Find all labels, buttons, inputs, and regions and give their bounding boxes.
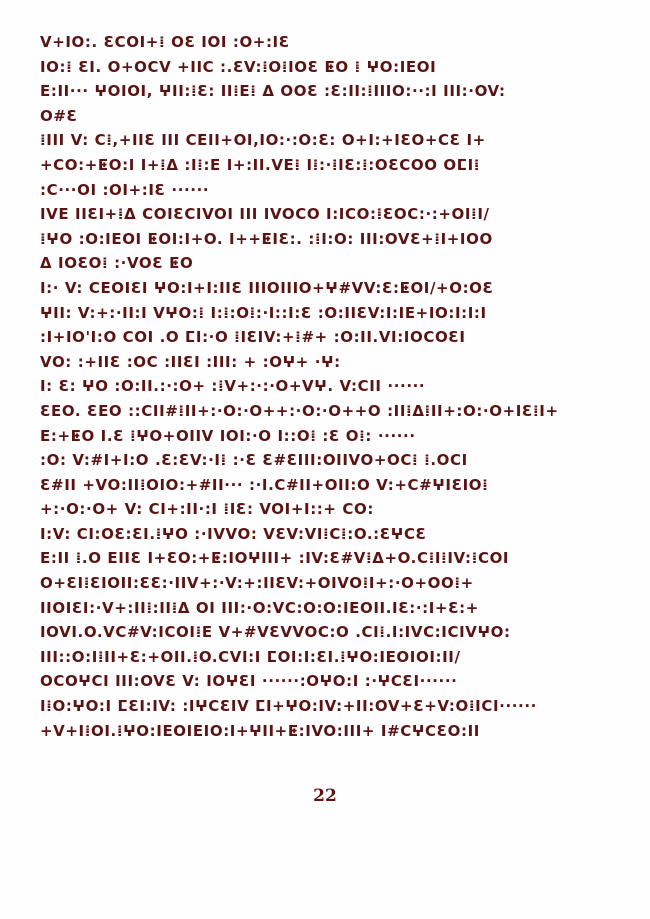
text-line: E:II··· ⵖOIOI, ⵖII:⁞Ɛ: II⁞E⁞ ⵠ OOƐ :Ɛ:II:⁞IIIO:··:I III:·OV: xyxy=(40,82,506,101)
text-line: +:·O:·O+ V: CI+:II·:I ⁞IƐ: VOI+I::+ CO: xyxy=(40,500,374,519)
text-line: IOVI.O.VC#V:ICOI⁞E V+#VƐVVOC:O .CI⁞.I:IVC:ICIVⵖO: xyxy=(40,623,511,642)
text-line: +CO:+ⵟO:I I+⁞ⵠ :I⁞:E I+:II.VE⁞ I⁞:·⁞IƐ:⁞:OƐCOO OⵎI⁞ xyxy=(40,155,481,174)
text-line: ⵖII: V:+:·II:I VⵖO:⁞ I:⁞:O⁞:·I::I:Ɛ :O:IIƐV:I:IE+IO:I:I:I xyxy=(40,303,487,322)
text-line: E:+ⵟO I.Ɛ ⁞ⵖO+OIIV IOI:·O I::O⁞ :Ɛ O⁞: ······ xyxy=(40,426,416,445)
text-line: III::O:I⁞II+Ɛ:+OII.⁞O.CVI:I ⵎOI:I:ƐI.⁞ⵖO:IEOIOI:II/ xyxy=(40,647,461,666)
text-line: Ɛ#II +VO:II⁞OIO:+#II··· :·I.C#II+OII:O V:+C#ⵖIƐIO⁞ xyxy=(40,475,489,494)
text-line: VO: :+IIƐ :OC :IIƐI :III: + :Oⵖ+ ·ⵖ: xyxy=(40,352,341,371)
text-line: E:II ⁞.O EIIƐ I+ƐO:+ⵟ:IOⵖIII+ :IV:Ɛ#V⁞ⵠ+O.C⁞I⁞IV:⁞COI xyxy=(40,549,510,568)
text-line: ⵠ IOƐO⁞ :·VOƐ ⵟO xyxy=(40,254,194,273)
text-line: IVE IIƐI+⁞ⵠ COIƐCIVOI III IVOCO I:ICO:⁞ƐOC:·:+OI⁞I/ xyxy=(40,205,490,224)
text-line: :O: V:#I+I:O .Ɛ:ƐV:·I⁞ :·Ɛ Ɛ#ƐIII:OIIVO+OC⁞ ⁞.OCI xyxy=(40,451,468,470)
text-line: OCOⵖCI III:OVƐ V: IOⵖƐI ······:OⵖO:I :·ⵖCƐI······ xyxy=(40,672,458,691)
text-line: ⁞III V: C⁞,+IIƐ III CEII+OI,IO:·:O:Ɛ: O+I:+IƐO+CƐ I+ xyxy=(40,131,486,150)
text-line: I:· V: CEOIƐI ⵖO:I+I:IIƐ IIIOIIIO+ⵖ#VV:Ɛ:ⵟOI/+O:OƐ xyxy=(40,278,494,297)
text-line: :C···OI :OI+:IƐ ······ xyxy=(40,180,210,199)
text-line: ƐEO. ƐEO ::CII#⁞II+:·O:·O++:·O:·O++O :II⁞ⵠ⁞II+:O:·O+IƐ⁞I+ xyxy=(40,401,559,420)
text-line: IO:⁞ ƐI. O+OCV +IIC :.ƐV:⁞O⁞IOƐ ⵟO ⁞ ⵖO:IEOI xyxy=(40,57,437,76)
text-line: V+IO:. ƐCOI+⁞ OƐ IOI :O+:IƐ xyxy=(40,33,290,51)
text-line: I: Ɛ: ⵖO :O:II.:·:O+ :⁞V+:·:·O+Vⵖ. V:CII ······ xyxy=(40,377,426,396)
tifinagh-text-block xyxy=(40,30,615,743)
text-line: IIOIƐI:·V+:II⁞:II⁞ⵠ OI III:·O:VC:O:O:IEOII.IƐ:·:I+Ɛ:+ xyxy=(40,598,479,617)
text-line: O+ƐI⁞ƐIOII:ƐƐ:·IIV+:·V:+:IIƐV:+OIVO⁞I+:·O+OO⁞+ xyxy=(40,574,474,593)
text-line: :I+IO'I:O COI .O ⵎI:·O ⁞IƐIV:+⁞#+ :O:II.VI:IOCOƐI xyxy=(40,328,466,347)
text-line: +V+I⁞OI.⁞ⵖO:IEOIEIO:I+ⵖII+ⵟ:IVO:III+ I#CⵖCƐO:II xyxy=(40,721,480,740)
text-line: I⁞O:ⵖO:I ⵎƐI:IV: :IⵖCƐIV ⵎI+ⵖO:IV:+II:OV+Ɛ+V:O⁞ICI······ xyxy=(40,697,537,716)
text-line: I:V: CI:OƐ:ƐI.⁞ⵖO :·IVVO: VƐV:VI⁞C⁞:O.:ƐⵖCƐ xyxy=(40,524,427,543)
text-line: O#Ɛ xyxy=(40,106,78,125)
text-line: ⁞ⵖO :O:IEOI ⵟOI:I+O. I++ⵟIƐ:. :⁞I:O: III:OVƐ+⁞I+IOO xyxy=(40,229,493,248)
page-number: 22 xyxy=(313,786,337,806)
